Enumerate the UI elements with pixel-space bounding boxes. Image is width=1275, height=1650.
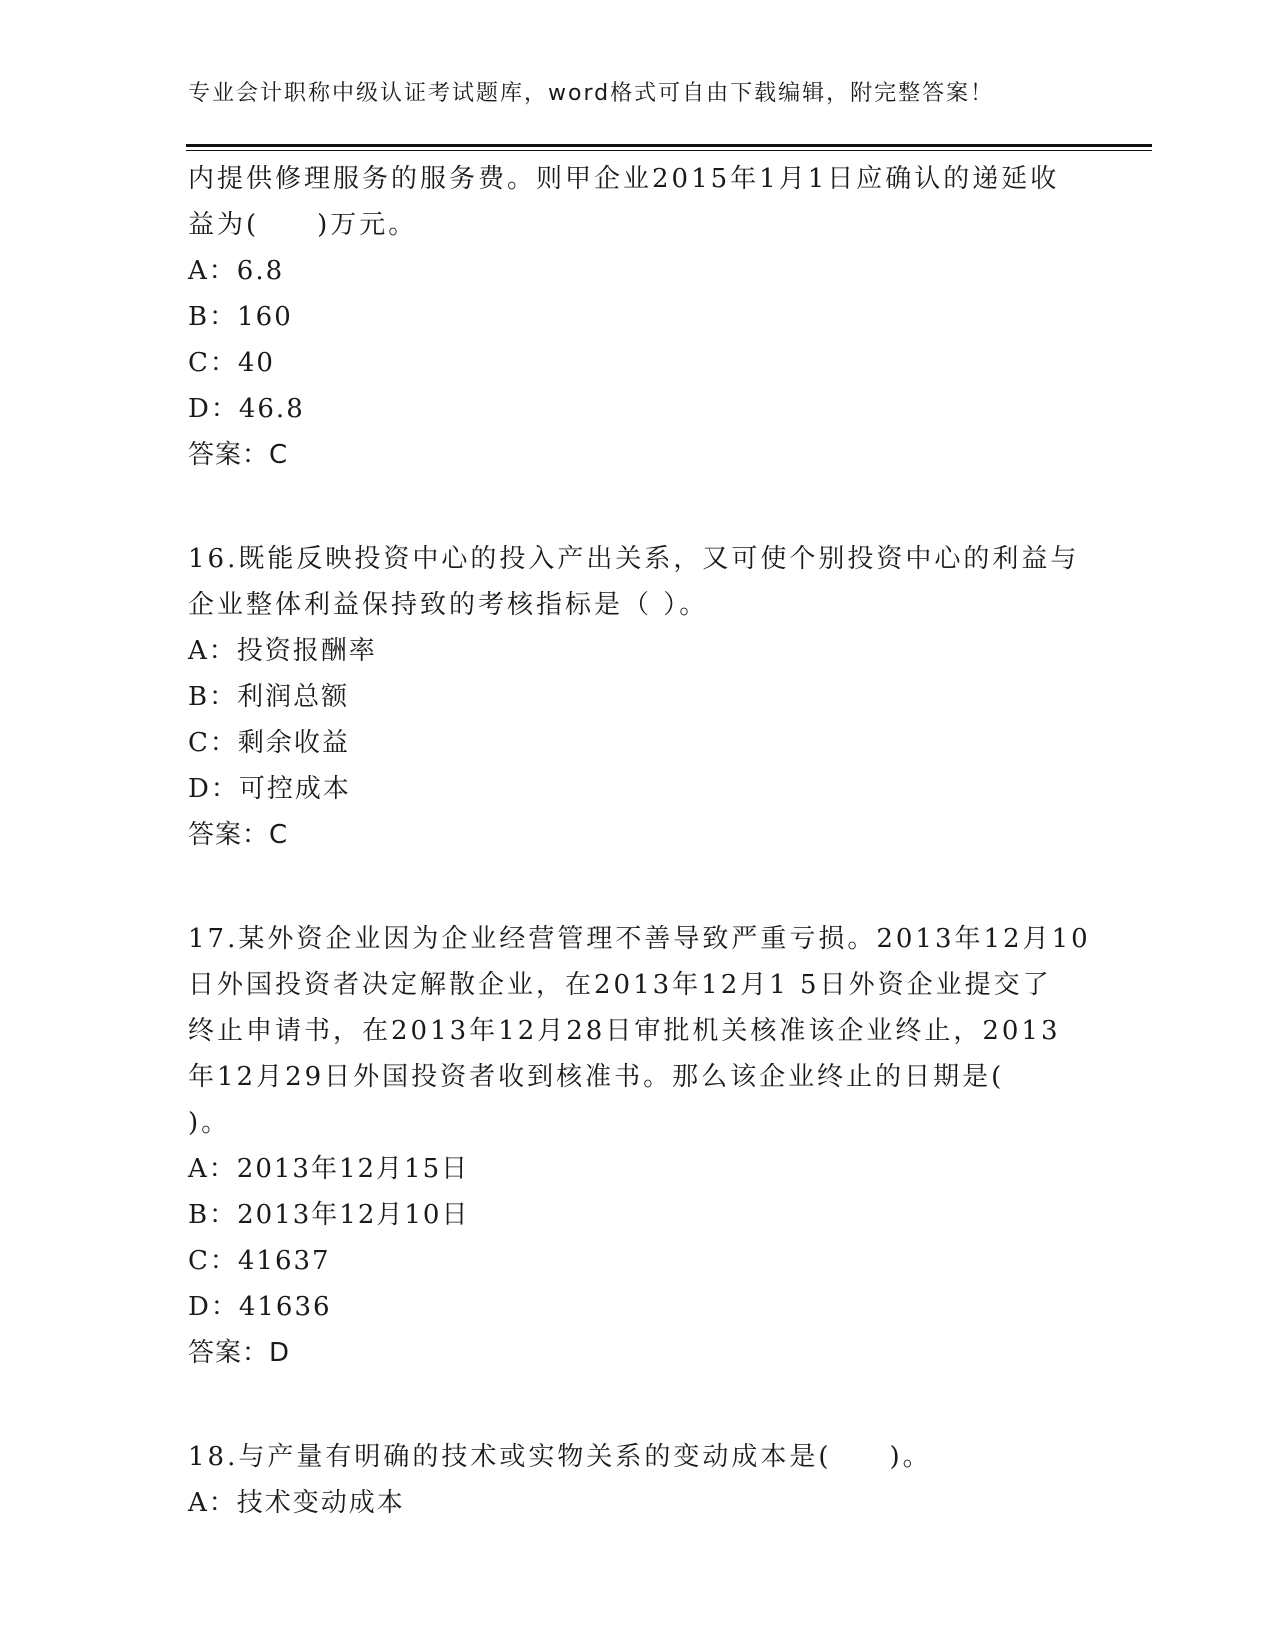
- question-text-line: 18.与产量有明确的技术或实物关系的变动成本是( )。: [188, 1442, 932, 1472]
- option-b: B：2013年12月10日: [188, 1200, 470, 1230]
- header-rule-thick: [186, 144, 1152, 147]
- question-text-line: 终止申请书，在2013年12月28日审批机关核准该企业终止，2013: [188, 1016, 1061, 1046]
- spacer: [188, 858, 1088, 904]
- question-content: [188, 156, 1091, 1526]
- question-text-line: 内提供修理服务的服务费。则甲企业2015年1月1日应确认的递延收: [188, 164, 1060, 194]
- question-17: [188, 916, 1091, 1376]
- option-a: A：2013年12月15日: [188, 1154, 470, 1184]
- question-18: [188, 1434, 1088, 1526]
- spacer: [188, 1422, 1088, 1434]
- question-text-line: 17.某外资企业因为企业经营管理不善导致严重亏损。2013年12月10: [188, 924, 1091, 954]
- question-text-line: 年12月29日外国投资者收到核准书。那么该企业终止的日期是(: [188, 1062, 1005, 1092]
- question-text-line: 16.既能反映投资中心的投入产出关系，又可使个别投资中心的利益与: [188, 544, 1080, 574]
- option-c: C：41637: [188, 1246, 331, 1276]
- answer: 答案：C: [188, 820, 289, 850]
- option-a: A：投资报酬率: [188, 636, 377, 666]
- spacer: [188, 904, 1088, 916]
- question-15: [188, 156, 1088, 478]
- option-d: D：46.8: [188, 394, 305, 424]
- question-text-line: 日外国投资者决定解散企业，在2013年12月1 5日外资企业提交了: [188, 970, 1052, 1000]
- spacer: [188, 478, 1088, 524]
- option-d: D：可控成本: [188, 774, 351, 804]
- option-c: C：40: [188, 348, 275, 378]
- answer: 答案：D: [188, 1338, 291, 1368]
- option-a: A：6.8: [188, 256, 285, 286]
- page-header: 专业会计职称中级认证考试题库，word格式可自由下载编辑，附完整答案！: [188, 81, 995, 106]
- question-text-line: 企业整体利益保持致的考核指标是（ ）。: [188, 590, 709, 620]
- option-c: C：剩余收益: [188, 728, 350, 758]
- answer: 答案：C: [188, 440, 289, 470]
- question-16: [188, 536, 1088, 858]
- spacer: [188, 524, 1088, 536]
- header-rule-thin: [186, 150, 1152, 151]
- option-a: A：技术变动成本: [188, 1488, 405, 1518]
- option-b: B：利润总额: [188, 682, 350, 712]
- question-text-line: 益为( )万元。: [188, 210, 418, 240]
- question-text-line: )。: [188, 1108, 231, 1138]
- option-b: B：160: [188, 302, 293, 332]
- option-d: D：41636: [188, 1292, 332, 1322]
- spacer: [188, 1376, 1088, 1422]
